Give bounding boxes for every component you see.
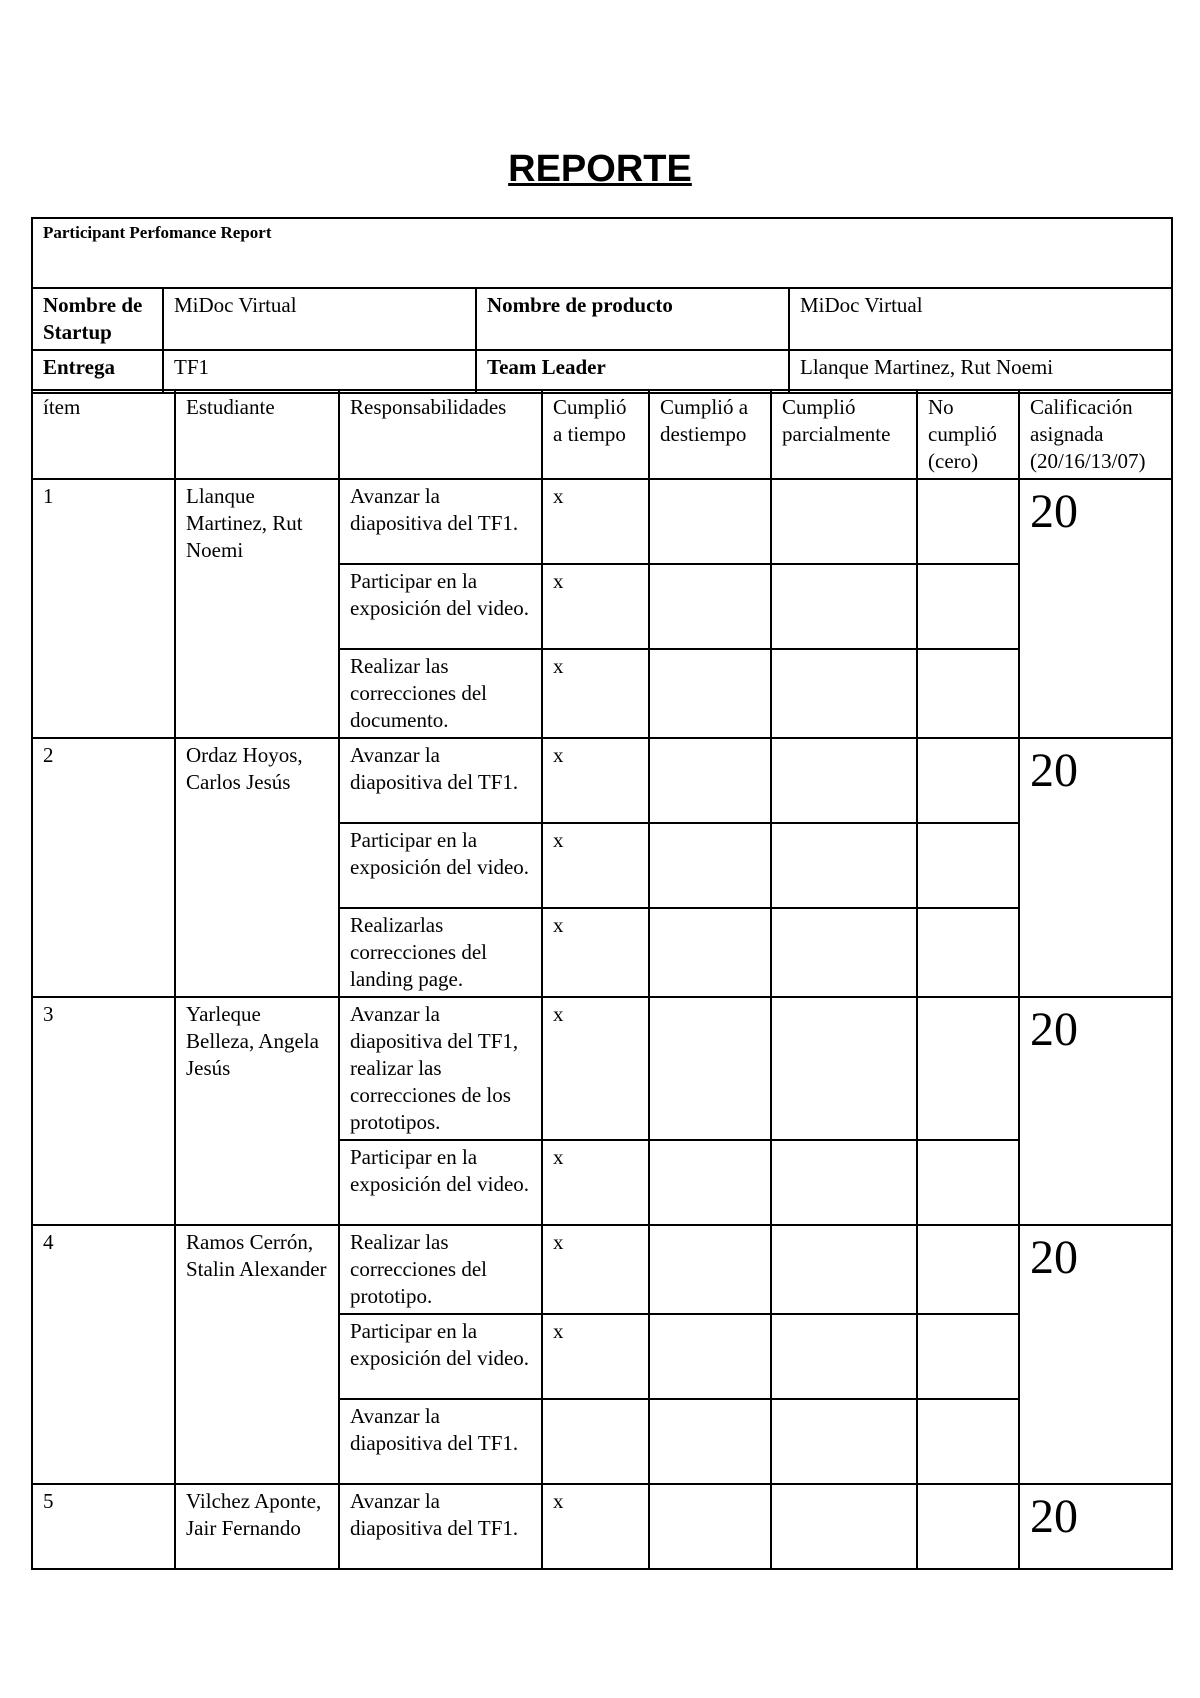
partial-mark xyxy=(771,1140,917,1225)
leader-label: Team Leader xyxy=(476,350,789,393)
col-late-header: Cumplió a destiempo xyxy=(649,390,771,479)
late-mark xyxy=(649,649,771,738)
col-partial-header: Cumplió parcialmente xyxy=(771,390,917,479)
student-name: Ramos Cerrón, Stalin Alexander xyxy=(175,1225,339,1484)
table-row xyxy=(32,738,1172,823)
partial-mark xyxy=(771,1314,917,1399)
late-mark xyxy=(649,1140,771,1225)
page-title: REPORTE xyxy=(508,148,692,190)
on-time-mark: x xyxy=(542,738,649,823)
none-mark xyxy=(917,738,1019,823)
none-mark xyxy=(917,908,1019,997)
on-time-mark: x xyxy=(542,1140,649,1225)
student-grade: 20 xyxy=(1019,1225,1172,1484)
student-name: Llanque Martinez, Rut Noemi xyxy=(175,479,339,738)
partial-mark xyxy=(771,1484,917,1569)
none-mark xyxy=(917,823,1019,908)
late-mark xyxy=(649,997,771,1140)
student-item-number: 5 xyxy=(32,1484,175,1569)
table-row xyxy=(32,997,1172,1140)
delivery-label: Entrega xyxy=(32,350,163,393)
student-name: Yarleque Belleza, Angela Jesús xyxy=(175,997,339,1225)
col-responsibilities-header: Responsabilidades xyxy=(339,390,542,479)
partial-mark xyxy=(771,649,917,738)
report-header-table xyxy=(31,217,1173,394)
late-mark xyxy=(649,1225,771,1314)
on-time-mark xyxy=(542,1399,649,1484)
late-mark xyxy=(649,479,771,564)
col-item-header: ítem xyxy=(32,390,175,479)
student-item-number: 1 xyxy=(32,479,175,738)
late-mark xyxy=(649,1399,771,1484)
task-description: Avanzar la diapositiva del TF1. xyxy=(339,479,542,564)
late-mark xyxy=(649,908,771,997)
late-mark xyxy=(649,738,771,823)
task-description: Realizar las correcciones del documento. xyxy=(339,649,542,738)
on-time-mark: x xyxy=(542,1225,649,1314)
none-mark xyxy=(917,479,1019,564)
on-time-mark: x xyxy=(542,649,649,738)
none-mark xyxy=(917,1399,1019,1484)
partial-mark xyxy=(771,908,917,997)
none-mark xyxy=(917,564,1019,649)
student-name: Vilchez Aponte, Jair Fernando xyxy=(175,1484,339,1569)
task-description: Realizarlas correcciones del landing page. xyxy=(339,908,542,997)
task-description: Participar en la exposición del video. xyxy=(339,1140,542,1225)
table-row xyxy=(32,1225,1172,1314)
student-item-number: 4 xyxy=(32,1225,175,1484)
on-time-mark: x xyxy=(542,823,649,908)
late-mark xyxy=(649,1314,771,1399)
on-time-mark: x xyxy=(542,1314,649,1399)
startup-label: Nombre de Startup xyxy=(32,288,163,350)
col-none-header: No cumplió (cero) xyxy=(917,390,1019,479)
on-time-mark: x xyxy=(542,1484,649,1569)
startup-value: MiDoc Virtual xyxy=(163,288,476,350)
student-grade: 20 xyxy=(1019,479,1172,738)
task-description: Avanzar la diapositiva del TF1, realizar las correcciones de los prototipos. xyxy=(339,997,542,1140)
partial-mark xyxy=(771,738,917,823)
task-description: Participar en la exposición del video. xyxy=(339,564,542,649)
on-time-mark: x xyxy=(542,908,649,997)
student-grade: 20 xyxy=(1019,997,1172,1225)
student-name: Ordaz Hoyos, Carlos Jesús xyxy=(175,738,339,997)
task-description: Avanzar la diapositiva del TF1. xyxy=(339,738,542,823)
leader-value: Llanque Martinez, Rut Noemi xyxy=(789,350,1172,393)
partial-mark xyxy=(771,479,917,564)
task-description: Avanzar la diapositiva del TF1. xyxy=(339,1484,542,1569)
partial-mark xyxy=(771,1399,917,1484)
on-time-mark: x xyxy=(542,564,649,649)
partial-mark xyxy=(771,1225,917,1314)
task-description: Realizar las correcciones del prototipo. xyxy=(339,1225,542,1314)
task-description: Participar en la exposición del video. xyxy=(339,1314,542,1399)
product-label: Nombre de producto xyxy=(476,288,789,350)
none-mark xyxy=(917,997,1019,1140)
late-mark xyxy=(649,823,771,908)
student-item-number: 3 xyxy=(32,997,175,1225)
partial-mark xyxy=(771,997,917,1140)
late-mark xyxy=(649,564,771,649)
none-mark xyxy=(917,1140,1019,1225)
product-value: MiDoc Virtual xyxy=(789,288,1172,350)
partial-mark xyxy=(771,564,917,649)
delivery-value: TF1 xyxy=(163,350,476,393)
none-mark xyxy=(917,1225,1019,1314)
student-grade: 20 xyxy=(1019,1484,1172,1569)
student-item-number: 2 xyxy=(32,738,175,997)
task-description: Participar en la exposición del video. xyxy=(339,823,542,908)
student-grade: 20 xyxy=(1019,738,1172,997)
table-row xyxy=(32,479,1172,564)
table-row xyxy=(32,1484,1172,1569)
task-description: Avanzar la diapositiva del TF1. xyxy=(339,1399,542,1484)
none-mark xyxy=(917,1484,1019,1569)
late-mark xyxy=(649,1484,771,1569)
on-time-mark: x xyxy=(542,479,649,564)
partial-mark xyxy=(771,823,917,908)
column-header-row xyxy=(32,390,1172,479)
none-mark xyxy=(917,649,1019,738)
col-student-header: Estudiante xyxy=(175,390,339,479)
col-grade-header: Calificación asignada (20/16/13/07) xyxy=(1019,390,1172,479)
report-label: Participant Perfomance Report xyxy=(32,218,1172,288)
performance-table xyxy=(31,389,1173,1570)
on-time-mark: x xyxy=(542,997,649,1140)
none-mark xyxy=(917,1314,1019,1399)
col-on-time-header: Cumplió a tiempo xyxy=(542,390,649,479)
